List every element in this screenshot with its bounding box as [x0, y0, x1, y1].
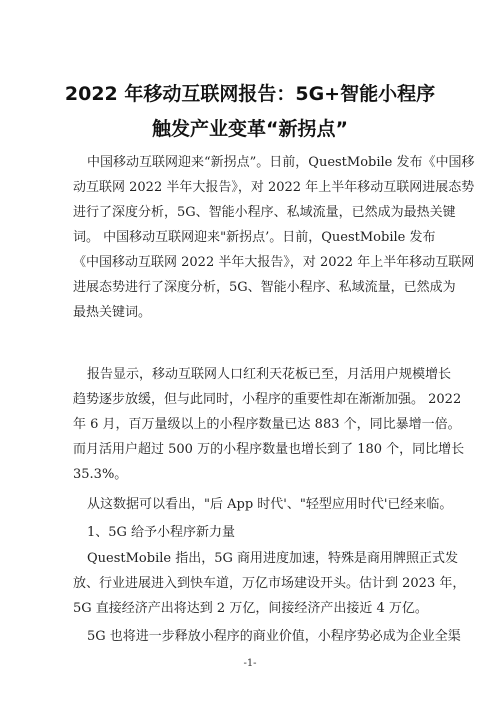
paragraph-line: 词。 中国移动互联网迎来"新拐点’。日前，QuestMobile 发布 — [73, 230, 436, 245]
document-title-line-1: 2022 年移动互联网报告：5G+智能小程序 — [64, 83, 436, 105]
paragraph-line: 从这数据可以看出，"后 App 时代'、"轻型应用时代'已经来临。 — [87, 497, 453, 512]
paragraph-intro — [73, 150, 475, 325]
paragraph-line: 进展态势进行了深度分析，5G、智能小程序、私域流量，已然成为 — [73, 280, 456, 295]
section-heading — [73, 520, 435, 545]
paragraph-report — [73, 362, 465, 487]
paragraph-5g — [73, 546, 466, 621]
paragraph-line: 进行了深度分析，5G、智能小程序、私域流量，已然成为最热关键 — [73, 205, 456, 220]
paragraph-line: 中国移动互联网迎来“新拐点”。日前，QuestMobile 发布《中国移 — [87, 155, 475, 170]
page-number: -1- — [243, 658, 257, 669]
paragraph-line: QuestMobile 指出，5G 商用进度加速，特殊是商用牌照正式发 — [87, 551, 459, 566]
paragraph-line: 趋势逐步放缓，但与此同时，小程序的重要性却在渐渐加强。 2022 — [73, 392, 462, 407]
paragraph-value — [73, 624, 461, 649]
paragraph-line: 而月活用户超过 500 万的小程序数量也增长到了 180 个，同比增长 — [73, 442, 465, 457]
paragraph-line: 最热关键词。 — [73, 305, 152, 320]
paragraph-line: 放、行业进展进入到快车道，万亿市场建设开头。估计到 2023 年， — [73, 576, 466, 591]
section-heading-text: 1、5G 给予小程序新力量 — [87, 525, 236, 540]
paragraph-line: 5G 直接经济产出将达到 2 万亿，间接经济产出接近 4 万亿。 — [73, 601, 428, 616]
paragraph-conclusion — [73, 492, 453, 517]
document-title-line-2: 触发产业变革“新拐点” — [152, 118, 348, 140]
paragraph-line: 报告显示，移动互联网人口红利天花板已至，月活用户规模增长 — [87, 367, 452, 382]
paragraph-line: 年 6 月，百万量级以上的小程序数量已达 883 个，同比暴增一倍。 — [73, 417, 461, 432]
paragraph-line: 35.3%。 — [73, 467, 128, 482]
paragraph-line: 《中国移动互联网 2022 半年大报告》，对 2022 年上半年移动互联网 — [73, 255, 475, 270]
paragraph-line: 5G 也将进一步释放小程序的商业价值，小程序势必成为企业全渠 — [87, 629, 461, 644]
paragraph-line: 动互联网 2022 半年大报告》，对 2022 年上半年移动互联网进展态势 — [73, 180, 475, 195]
